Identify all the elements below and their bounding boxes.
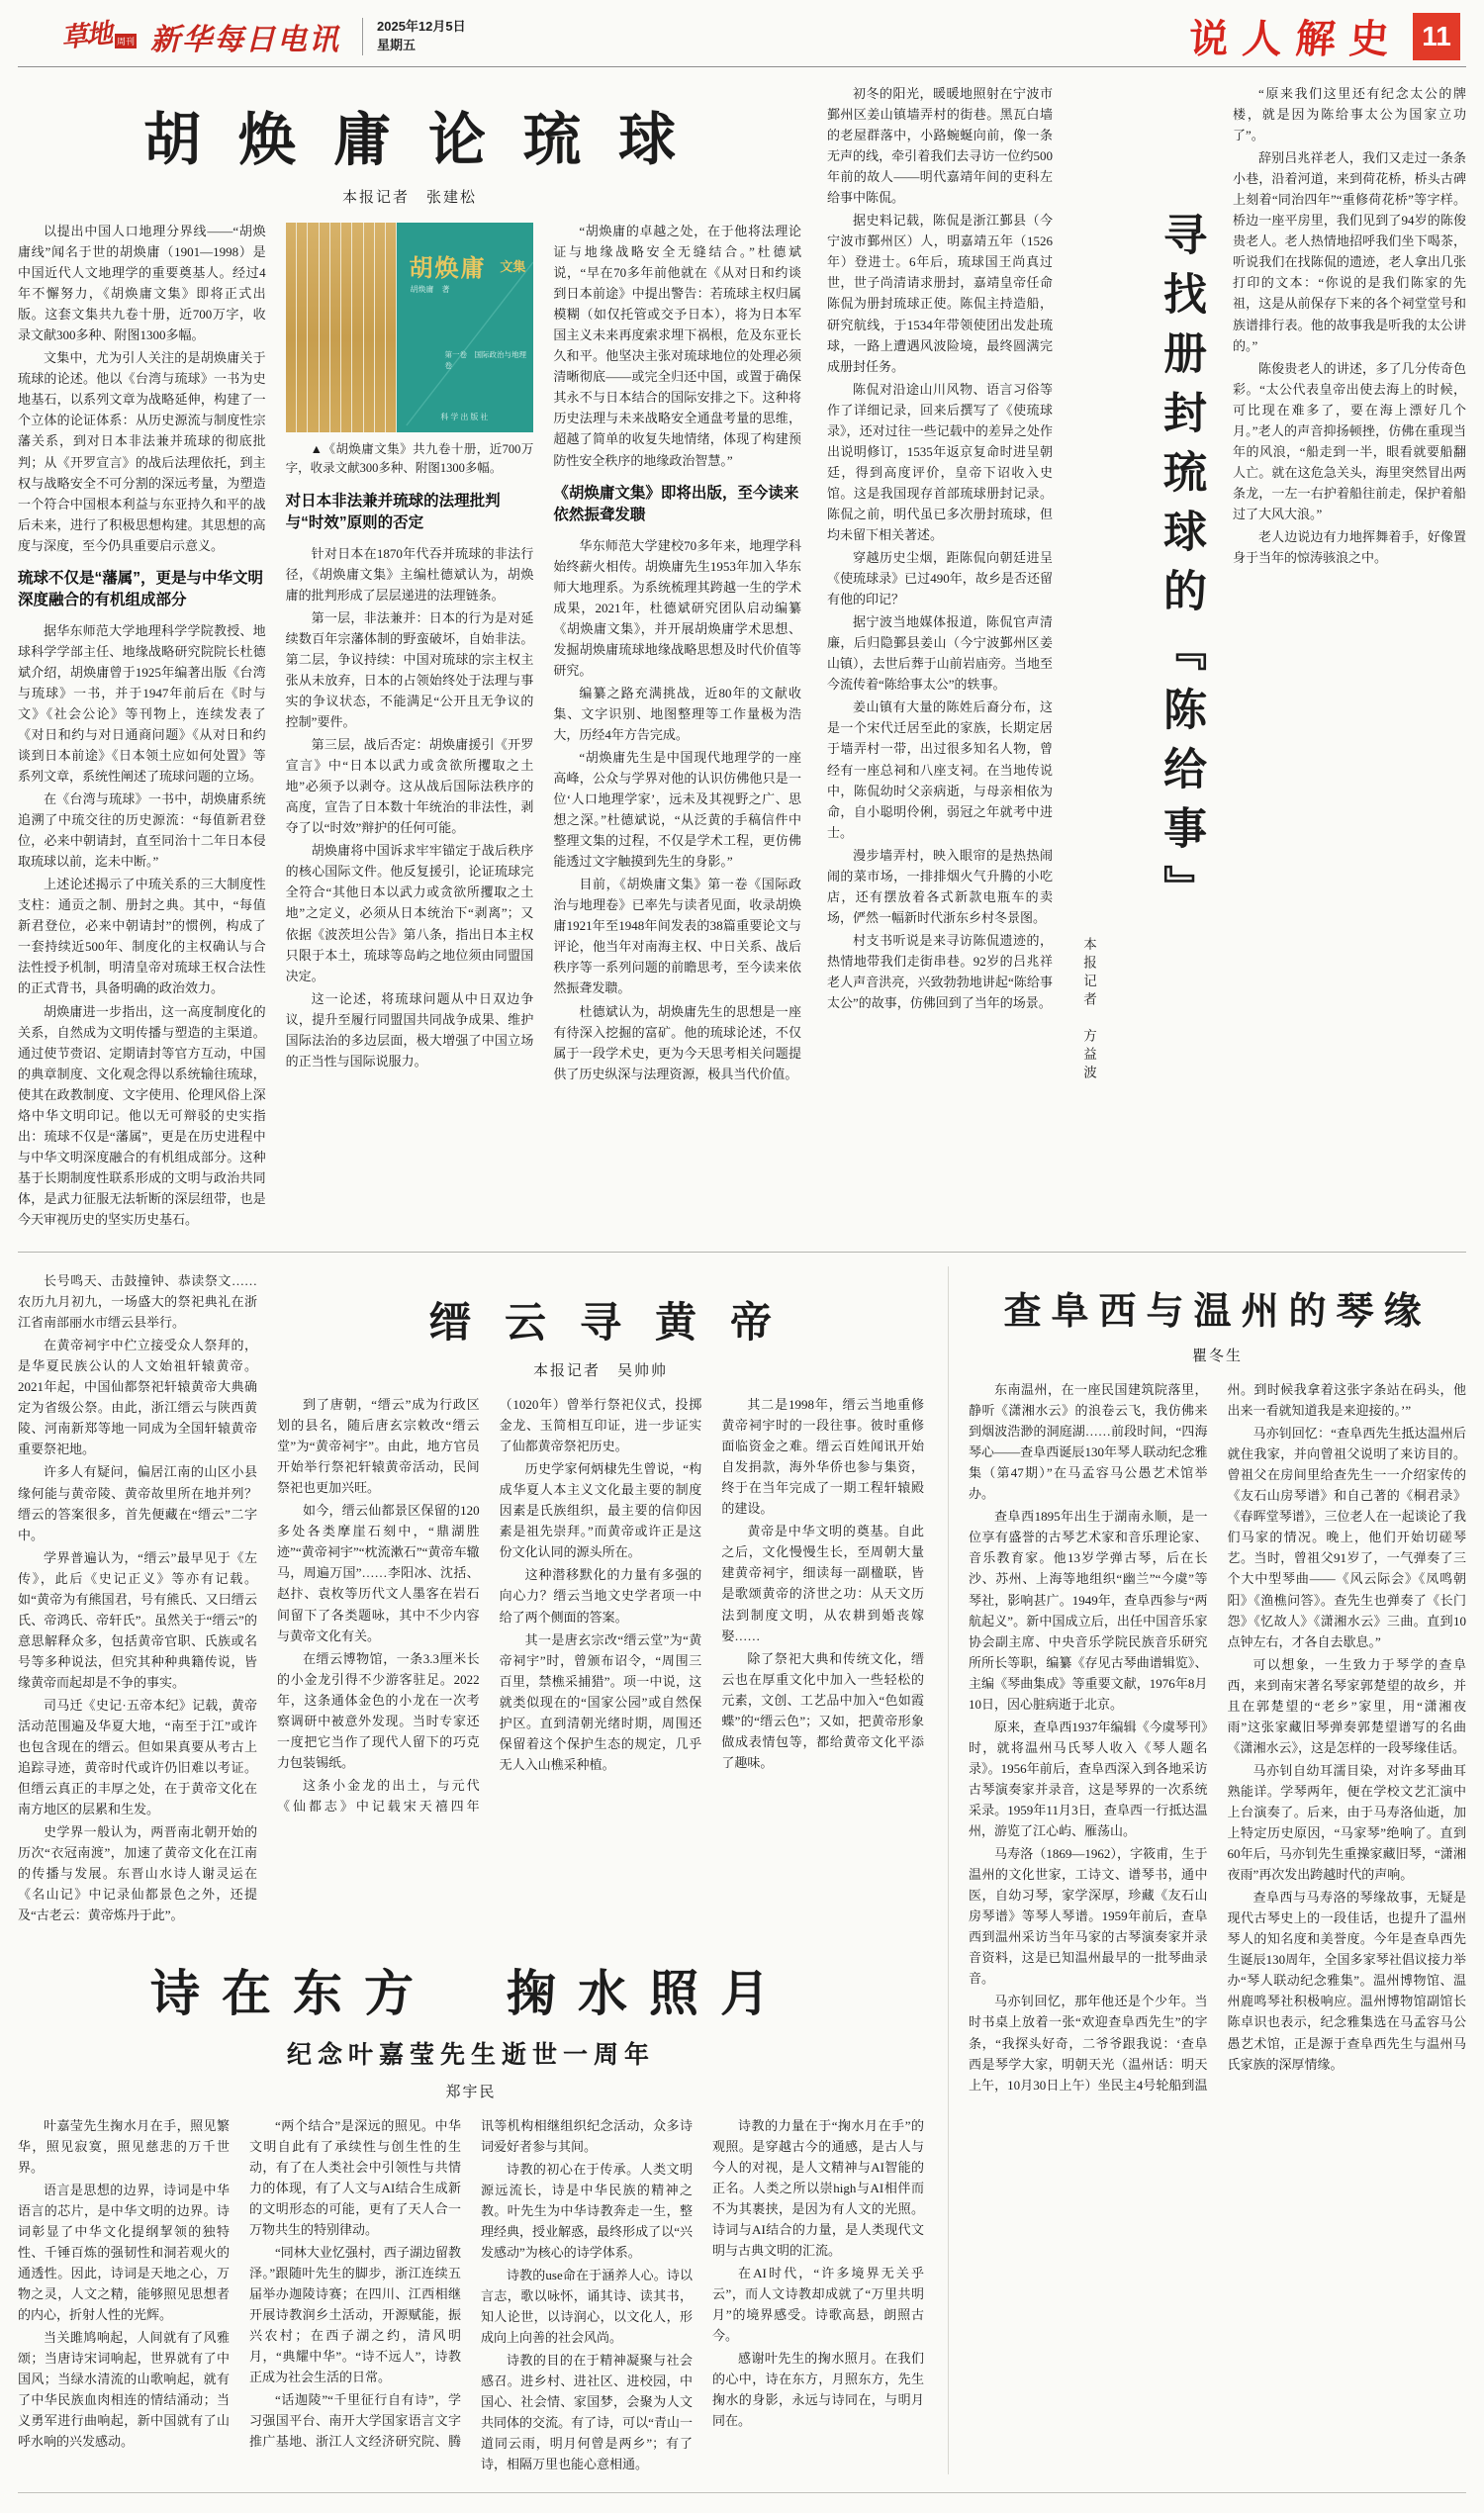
paragraph: 辞别吕兆祥老人，我们又走过一条条小巷，沿着河道，来到荷花桥，桥头古碑上刻着“同治四年”“重修荷花桥”等字样。桥边一座平房里，我们见到了94岁的陈俊贵老人。老人热情地招呼我们坐下喝茶，听说我们在找陈侃的遗迹，老人拿出几张打印的文本：“你说的是我们陈家的先祖，这是从前保存下来的各个祠堂堂号和族谱排行表。他的故事我是听我的太公讲的。” xyxy=(1233,150,1466,353)
paragraph: 长号鸣天、击鼓撞钟、恭读祭文……农历九月初九，一场盛大的祭祀典礼在浙江省南部丽水市缙云县举行。 xyxy=(18,1273,257,1331)
paragraph: 语言是思想的边界，诗词是中华语言的芯片，是中华文明的边界。诗词彰显了中华文化提纲挈领的独特性、千锤百炼的强韧性和洞若观火的通透性。因此，诗词是天地之心，万物之灵，人文之精，能够照见思想者的内心，折射人性的光辉。 xyxy=(18,2182,230,2322)
top-section xyxy=(18,83,1466,1232)
paragraph: 上述论述揭示了中琉关系的三大制度性支柱：通贡之制、册封之典。其中，“每值新君登位，必来中朝请封”的惯例，构成了一套持续近500年、制度化的主权确认与合法性授予机制，明清皇帝对琉球王权合法性的正式背书，具备明确的政治效力。 xyxy=(18,877,266,996)
bottom-section xyxy=(18,1266,1466,2474)
book-cover-image xyxy=(286,223,534,432)
section-title: 说人解史 xyxy=(1187,17,1405,61)
paragraph: 针对日本在1870年代吞并琉球的非法行径，《胡焕庸文集》主编杜德斌认为，胡焕庸的批判形成了层层递进的法理链条。 xyxy=(285,545,534,603)
paragraph: 诗教的目的在于精神凝聚与社会感召。进乡村、进社区、进校园，中国心、社会情、家国梦，会聚为人文共同体的交流。有了诗，可以“青山一道同云雨，明月何曾是两乡”；有了诗，相隔万里也能心意相通。 xyxy=(481,2353,693,2472)
hu-subhead-2: 对日本非法兼并琉球的法理批判与“时效”原则的否定 xyxy=(285,492,501,532)
paper-name: 新华每日电讯 xyxy=(150,23,341,56)
paragraph: 马亦钊回忆，那年他还是个少年。当时书桌上放着一张“欢迎查阜西先生”的字条，“我探头好奇，二爷爷跟我说：‘查阜西是琴学大家，明朝天光（温州话：明天上午，10月30日上午）坐民主4号轮船到温州。到时候我拿着这张字条站在码头，他出来一看就知道我是来迎接的。’” xyxy=(969,1382,1466,2093)
paragraph: “话迦陵”“千里征行自有诗”，学习强国平台、南开大学国家语言文字推广基地、浙江人文经济研究院、腾讯等机构相继组织纪念活动，众多诗词爱好者参与其间。 xyxy=(249,2117,693,2450)
weekly-logo-script: 草地 xyxy=(59,18,113,53)
paragraph: 这条小金龙的出土，与元代《仙都志》中记载宋天禧四年（1020年）曾举行祭祀仪式，投掷金龙、玉简相互印证，进一步证实了仙都黄帝祭祀历史。 xyxy=(277,1397,702,1814)
paragraph: 在缙云博物馆，一条3.3厘米长的小金龙引得不少游客驻足。2022年，这条通体金色的小龙在一次考察调研中被意外发现。当时专家还一度把它当作了现代人留下的巧克力包装锡纸。 xyxy=(277,1650,480,1770)
zha-body xyxy=(969,1379,1466,2095)
paragraph: “原来我们这里还有纪念太公的牌楼，就是因为陈给事太公为国家立功了”。 xyxy=(1233,86,1466,143)
chen-headline-strip xyxy=(1068,83,1217,1232)
hu-col1-body xyxy=(18,620,266,1230)
chen-colA-body xyxy=(827,83,1053,1013)
hu-column-1 xyxy=(18,221,266,1232)
weekday-text: 星期五 xyxy=(377,37,417,52)
book-spines xyxy=(286,223,398,432)
paragraph: “同林大业忆强村，西子湖边留教泽。”跟随叶先生的脚步，浙江连续五届举办迦陵诗赛；在四川、江西相继开展诗教润乡土活动，开源赋能，振兴农村；在西子湖之约，清风明月，“典耀中华”。“诗不远人”，诗教正成为社会生活的日常。 xyxy=(249,2244,461,2385)
paragraph: 原来，查阜西1937年编辑《今虞琴刊》时，就将温州马氏琴人收入《琴人题名录》。1956年前后，查阜西深入到各地采访古琴演奏家并录音，这是琴界的一次系统采录。1959年11月3日，查阜西一行抵达温州，游览了江心屿、雁荡山。 xyxy=(969,1719,1208,1839)
chen-column-left xyxy=(827,83,1053,1232)
hu-article-columns xyxy=(18,221,801,1232)
bottom-left-area xyxy=(18,1266,924,2474)
weekly-label-badge: 周刊 xyxy=(115,34,137,48)
jinyun-column-left xyxy=(18,1266,257,1927)
paragraph: 杜德斌认为，胡焕庸先生的思想是一座有待深入挖掘的富矿。他的琉球论述，不仅属于一段学术史，更为今天思考相关问题提供了历史纵深与法理资源，极具当代价值。 xyxy=(553,1003,802,1081)
shi-article-subtitle: 纪念叶嘉莹先生逝世一周年 xyxy=(286,2040,655,2069)
paragraph: 史学界一般认为，两晋南北朝开始的历次“衣冠南渡”，加速了黄帝文化在江南的传播与发展。东晋山水诗人谢灵运在《名山记》中记录仙都景色之外，还提及“古老云：黄帝炼丹于此”。 xyxy=(18,1824,257,1923)
paragraph: 据史料记载，陈侃是浙江鄞县（今宁波市鄞州区）人，明嘉靖五年（1526年）登进士。6年后，琉球国王尚真过世，世子尚清请求册封，嘉靖皇帝任命陈侃为册封琉球正使。陈侃主持造船，研究航线，于1534年带领使团出发赴琉球，一路上遭遇风波险境，最终圆满完成册封任务。 xyxy=(827,213,1053,374)
paragraph: 学界普遍认为，“缙云”最早见于《左传》，此后《史记正义》等亦有记载。如“黄帝为有熊国君，号有熊氏、又曰缙云氏、帝鸿氏、帝轩氏”。虽然关于“缙云”的意思解释众多，包括黄帝官职、氏族或名号等多种说法，但究其种种典籍传说，皆缘黄帝而起却是不争的事实。 xyxy=(18,1549,257,1690)
paragraph: 这种潜移默化的力量有多强的向心力？缙云当地文史学者项一中给了两个侧面的答案。 xyxy=(499,1567,702,1625)
hu-subhead-3: 《胡焕庸文集》即将出版，至今读来依然振聋发聩 xyxy=(553,484,799,524)
paragraph: 马亦钊回忆：“查阜西先生抵达温州后就住我家，并向曾祖父说明了来访目的。曾祖父在房间里给查先生一一介绍家传的《友石山房琴谱》和自己著的《桐君录》《春晖堂琴谱》，三位老人在一起谈论了我们马家的情况。晚上，他们开始切磋琴艺。当时，曾祖父91岁了，一气弹奏了三个大中型琴曲——《风云际会》《凤鸣朝阳》《渔樵问答》。查先生也弹奏了《长门怨》《忆故人》《潇湘水云》三曲。直到10点钟左右，才各自去歇息。” xyxy=(1227,1426,1466,1649)
paragraph: 叶嘉莹先生掬水月在手，照见繁华，照见寂寞，照见慈悲的万千世界。 xyxy=(18,2117,230,2175)
paragraph: “胡焕庸的卓越之处，在于他将法理论证与地缘战略安全无缝结合。”杜德斌说，“早在70多年前他就在《从对日和约谈到日本前途》中提出警告：若琉球主权归属模糊（如仅托管或交予日本），将为日本军国主义未来再度索求埋下祸根，危及东亚长久和平。他坚决主张对琉球地位的处理必须清晰彻底——或完全归还中国，或置于确保其永不与日本结合的国际安排之下。这种将历史法理与未来战略安全通盘考量的思维，超越了简单的收复失地情绪，体现了构建预防性安全秩序的地缘政治智慧。” xyxy=(553,224,802,468)
article-shi-zai-dongfang xyxy=(18,1954,924,2475)
book-front-cover xyxy=(397,223,533,432)
paragraph: 姜山镇有大量的陈姓后裔分布，这是一个宋代迁居至此的家族，长期定居于墙弄村一带，出过很多知名人物，曾经有一座总祠和八座支祠。在当地传说中，陈侃幼时父亲病逝，与母亲相依为命，自小聪明伶俐，弱冠之年就考中进士。 xyxy=(827,699,1053,840)
hu-column-2 xyxy=(286,221,534,1232)
paragraph: 初冬的阳光，暖暖地照射在宁波市鄞州区姜山镇墙弄村的街巷。黑瓦白墙的老屋群落中，小路蜿蜒向前，像一条无声的线，牵引着我们去寻访一位约500年前的故人——明代嘉靖年间的吏科左给事中陈侃。 xyxy=(827,86,1053,206)
paragraph: 文集中，尤为引人关注的是胡焕庸关于琉球的论述。他以《台湾与琉球》一书为史地基石，以系列文章为战略延伸，构建了一个立体的论证体系：从历史源流与制度性宗藩关系，到对日本非法兼并琉球的彻底批判；从《开罗宣言》的战后法理依托，到主权与战略安全不可分割的深远考量，为塑造一个符合中国根本利益与东亚持久和平的战后未来，进行了积极思想构建。其思想的高度与深度，至今仍具重要启示意义。 xyxy=(18,350,266,553)
book-cover-title: 胡焕庸 xyxy=(409,256,487,282)
chen-article-title: 寻找册封琉球的『陈给事』 xyxy=(1157,212,1205,924)
jinyun-columns xyxy=(277,1394,924,1816)
paragraph: “两个结合”是深远的照见。中华文明自此有了承续性与创生性的生动，有了在人类社会中引领性与共情力的体现，有了人文与AI结合生成新的文明形态的可能，更有了天人合一万物共生的特别律动。 xyxy=(249,2117,461,2237)
paragraph: 以提出中国人口地理分界线——“胡焕庸线”闻名于世的胡焕庸（1901—1998）是中国近代人文地理学的重要奠基人。经过4年不懈努力，《胡焕庸文集》即将正式出版。这套文集共九卷十册，近700万字，收录文献300多种、附图1300多幅。 xyxy=(18,224,266,343)
paragraph: 第一层，非法兼并：日本的行为是对延续数百年宗藩体制的野蛮破坏，自始非法。第二层，争议持续：中国对琉球的宗主权主张从未放弃，日本的占领始终处于法理与事实的争议状态，不能满足“公开且无争议的控制”要件。 xyxy=(285,609,534,730)
hu-col3-intro xyxy=(553,221,801,471)
zha-article-byline: 瞿冬生 xyxy=(1191,1349,1243,1365)
paragraph: 到了唐朝，“缙云”成为行政区划的县名，随后唐玄宗敕改“缙云堂”为“黄帝祠宇”。由此，地方官员开始举行祭祀轩辕黄帝活动，民间祭祀也更加兴旺。 xyxy=(277,1397,480,1496)
paragraph: 陈俊贵老人的讲述，多了几分传奇色彩。“太公代表皇帝出使去海上的时候，可比现在难多了，要在海上漂好几个月。”老人的声音抑扬顿挫，仿佛在重现当年的风浪，“船走到一半，眼看就要船翻人亡。就在这危急关头，海里突然冒出两条龙，一左一右护着船往前走，保护着船过了大风大浪。” xyxy=(1233,360,1466,521)
hu-col1-intro xyxy=(18,221,266,556)
paragraph: 在黄帝祠宇中伫立接受众人祭拜的，是华夏民族公认的人文始祖轩辕黄帝。2021年起，中国仙都祭祀轩辕黄帝大典确定为省级公祭。由此，浙江缙云与陕西黄陵、河南新郑等地一同成为全国轩辕黄帝重要祭祀地。 xyxy=(18,1338,257,1457)
paragraph: 目前，《胡焕庸文集》第一卷《国际政治与地理卷》已率先与读者见面，收录胡焕庸1921年至1948年间发表的38篇重要论文与评论，他当年对南海主权、中日关系、战后秩序等一系列问题的前瞻思考，至今读来依然振聋发聩。 xyxy=(553,877,802,996)
paragraph: 其二是1998年，缙云当地重修黄帝祠宇时的一段往事。彼时重修面临资金之难。缙云百姓闻讯开始自发捐款，海外华侨也参与集资，终于在当年完成了一期工程轩辕殿的建设。 xyxy=(721,1397,924,1517)
paragraph: 诗教的use命在于涵养人心。诗以言志，歌以咏怀，诵其诗、读其书，知人论世，以诗润心，以文化人，形成向上向善的社会风尚。 xyxy=(481,2267,693,2345)
hu-article-title: 胡焕庸论琉球 xyxy=(142,108,713,172)
paragraph: 当关雎鸠响起，人间就有了风雅颂；当唐诗宋词响起，世界就有了中国风；当绿水清流的山歌响起，就有了中华民族血肉相连的情结涌动；当义勇军进行曲响起，新中国就有了山呼水响的兴发感动。 xyxy=(18,2329,230,2450)
paragraph: 马寿洛（1869—1962），字筱甫，生于温州的文化世家，工诗文、谱琴书，通中医，自幼习琴，家学深厚，珍藏《友石山房琴谱》等琴人琴谱。1959年前后，查阜西到温州采访当年马家的古琴演奏家并录音资料，这是已知温州最早的一批琴曲录音。 xyxy=(969,1846,1208,1987)
paragraph: 司马迁《史记·五帝本纪》记载，黄帝活动范围遍及华夏大地，“南至于江”或许也包含现在的缙云。但如果真要从考古上追踪寻迹，黄帝时代或许仍旧难以考证。但缙云真正的丰厚之处，在于黄帝文化在南方地区的层累和生发。 xyxy=(18,1697,257,1817)
masthead-divider xyxy=(362,18,363,55)
chen-colB-body xyxy=(1233,83,1466,568)
shi-columns xyxy=(18,2115,924,2475)
article-zha-fuxi-qin xyxy=(948,1266,1466,2474)
book-cover-author: 胡焕庸 著 xyxy=(410,285,450,294)
book-cover-subtitle: 文集 xyxy=(500,259,526,274)
weekly-logo xyxy=(59,18,137,53)
paragraph: 第三层，战后否定：胡焕庸援引《开罗宣言》中“日本以武力或贪欲所攫取之土地”必须予以剥夺。这从战后国际法秩序的高度，宣告了日本数十年统治的非法性，剥夺了以“时效”辩护的任何可能。 xyxy=(285,737,534,836)
date-block xyxy=(377,18,466,55)
hu-col2-body xyxy=(286,543,534,1071)
paragraph: 陈侃对沿途山川风物、语言习俗等作了详细记录，回来后撰写了《使琉球录》，还对过往一些记载中的差异之处作出说明修订，1535年返京复命时进呈朝廷，得到高度评价，皇帝下诏收入史馆。这是我国现存首部琉球册封记录。陈侃之前，明代虽已多次册封琉球，但均未留下相关著述。 xyxy=(827,381,1053,542)
jinyun-article-byline: 本报记者 吴帅帅 xyxy=(532,1363,668,1380)
section-divider xyxy=(18,1252,1466,1253)
paragraph: 感谢叶先生的掬水照月。在我们的心中，诗在东方，月照东方，先生掬水的身影，永远与诗同在，与明月同在。 xyxy=(712,2351,924,2429)
paragraph: 查阜西与马寿洛的琴缘故事，无疑是现代古琴史上的一段佳话，也提升了温州琴人的知名度和美誉度。今年是查阜西先生诞辰130周年，全国多家琴社倡议接力举办“琴人联动纪念雅集”。温州博物馆、温州鹿鸣琴社积极响应。温州博物馆副馆长陈卓识也表示，纪念雅集选在马孟容马公愚艺术馆，正是源于查阜西先生与温州马氏家族的深厚情缘。 xyxy=(1227,1890,1466,2072)
paragraph: 马亦钊自幼耳濡目染，对许多琴曲耳熟能详。学琴两年，便在学校文艺汇演中上台演奏了。后来，由于马寿洛仙逝，加上特定历史原因，“马家琴”绝响了。直到60年后，马亦钊先生重操家藏旧琴，“潇湘夜雨”再次发出跨越时代的声响。 xyxy=(1227,1762,1466,1883)
paragraph: 诗教的初心在于传承。人类文明源远流长，诗是中华民族的精神之教。叶先生为中华诗教奔走一生，整理经典，授业解惑，最终形成了以“兴发感动”为核心的诗学体系。 xyxy=(481,2161,693,2260)
paragraph: “胡焕庸先生是中国现代地理学的一座高峰，公众与学界对他的认识仿佛他只是一位‘人口地理学家’，远未及其视野之广、思想之深。”杜德斌说，“从泛黄的手稿信件中整理文集的过程，不仅是学术工程，更仿佛能透过文字触摸到先生的身影。” xyxy=(553,749,802,870)
book-cover-volume: 第一卷 国际政治与地理卷 xyxy=(444,350,526,370)
jinyun-body xyxy=(277,1394,924,1816)
paragraph: 华东师范大学建校70多年来，地理学科始终薪火相传。胡焕庸先生1953年加入华东师大地理系。为系统梳理其跨越一生的学术成果，2021年，杜德斌研究团队启动编纂《胡焕庸文集》，并开展胡焕庸学术思想、发掘胡焕庸琉球地缘战略思想及时代价值等研究。 xyxy=(553,537,802,678)
paragraph: 编纂之路充满挑战，近80年的文献收集、文字识别、地图整理等工作量极为浩大，历经4年方告完成。 xyxy=(553,685,802,742)
shi-article-title: 诗在东方 掬水照月 xyxy=(150,1965,791,2021)
paragraph: 村支书听说是来寻访陈侃遗迹的，热情地带我们走街串巷。92岁的吕兆祥老人声音洪亮，兴致勃勃地讲起“陈给事太公”的故事，仿佛回到了当年的场景。 xyxy=(827,932,1053,1011)
paragraph: 诗教的力量在于“掬水月在手”的观照。是穿越古今的通感，是古人与今人的对视，是人文精神与AI智能的正名。人类之所以崇high与AI相伴而不为其裹挟，是因为有人文的光照。诗词与AI结合的力量，是人类现代文明与古典文明的汇流。 xyxy=(712,2117,924,2258)
page-number-badge: 11 xyxy=(1413,13,1460,60)
hu-subhead-1: 琉球不仅是“藩属”，更是与中华文明深度融合的有机组成部分 xyxy=(18,569,264,609)
paragraph: 这一论述，将琉球问题从中日双边争议，提升至履行同盟国共同战争成果、维护国际法治的多边层面，极大增强了中国立场的正当性与国际说服力。 xyxy=(285,990,534,1069)
paragraph: 在AI时代，“许多境界无关乎云”，而人文诗教却成就了“万里共明月”的境界感受。诗歌高悬，朗照古今。 xyxy=(712,2265,924,2343)
paragraph: 其一是唐玄宗改“缙云堂”为“黄帝祠宇”时，曾颁布诏令，“周围三百里，禁樵采捕猎”。项一中说，这就类似现在的“国家公园”或自然保护区。直到清朝光绪时期，周围还保留着这个保护生态的规定，几乎无人入山樵采种植。 xyxy=(499,1631,702,1772)
shi-body xyxy=(18,2115,924,2475)
jinyun-article-title: 缙云寻黄帝 xyxy=(428,1301,805,1348)
book-caption: ▲《胡焕庸文集》共九卷十册，近700万字，收录文献300多种、附图1300多幅。 xyxy=(285,442,534,476)
paragraph: 历史学家何炳棣先生曾说，“构成华夏人本主义文化最主要的制度因素是氏族组织，最主要的信仰因素是祖先崇拜。”而黄帝或许正是这份文化认同的源头所在。 xyxy=(499,1461,702,1560)
zha-columns xyxy=(969,1379,1466,2095)
page-bottom-rule xyxy=(18,2492,1466,2493)
article-hu-huanyong-ryukyu xyxy=(18,83,801,1232)
paragraph: 在《台湾与琉球》一书中，胡焕庸系统追溯了中琉交往的历史源流：“每值新君登位，必来中朝请封，直至同治十二年日本侵取琉球以前，迄未中断。” xyxy=(18,791,266,870)
chen-column-right xyxy=(1233,83,1466,1232)
paragraph: 胡焕庸将中国诉求牢牢锚定于战后秩序的核心国际文件。他反复援引，论证琉球完全符合“其他日本以武力或贪欲所攫取之土地”之定义，必须从日本统治下“剥离”；又依据《波茨坦公告》第八条，指出日本主权只限于本土，琉球等岛屿之地位须由同盟国决定。 xyxy=(285,843,534,983)
paragraph: 黄帝是中华文明的奠基。自此之后，文化慢慢生长，至周朝大量建黄帝祠宇，细读每一副楹联，皆是歌颂黄帝的济世之功：从天文历法到制度文明，从农耕到婚丧嫁娶…… xyxy=(721,1524,924,1643)
paragraph: 据宁波当地媒体报道，陈侃官声清廉，后归隐鄞县姜山（今宁波鄞州区姜山镇），去世后葬于山前岩庙旁。当地至今流传着“陈给事太公”的轶事。 xyxy=(827,614,1053,693)
paragraph: 除了祭祀大典和传统文化，缙云也在厚重文化中加入一些轻松的元素，文创、工艺品中加入“色如霞蝶”的“缙云色”；又如，把黄帝形象做成表情包等，都给黄帝文化平添了趣味。 xyxy=(721,1650,924,1770)
paragraph: 漫步墙弄村，映入眼帘的是热热闹闹的菜市场，一排排烟火气升腾的小吃店，还有摆放着各式新款电瓶车的卖场，俨然一幅新时代浙东乡村冬景图。 xyxy=(827,847,1053,925)
zha-article-title: 查阜西与温州的琴缘 xyxy=(1003,1291,1432,1334)
masthead xyxy=(18,10,1466,67)
paragraph: 许多人有疑问，偏居江南的山区小县缘何能与黄帝陵、黄帝故里所在地并列？缙云的答案很多，首先便藏在“缙云”二字中。 xyxy=(18,1464,257,1542)
article-chen-jishi xyxy=(827,83,1466,1232)
paragraph: 据华东师范大学地理科学学院教授、地球科学学部主任、地缘战略研究院院长杜德斌介绍，胡焕庸曾于1925年编著出版《台湾与琉球》一书，并于1947年前后在《时与文》《社会公论》等刊物上，连续发表了《对日和约与对日通商问题》《从对日和约谈到日本前途》《日本领土应如何处置》等系列文章，系统性阐述了琉球问题的立场。 xyxy=(18,622,266,785)
jinyun-main-block xyxy=(277,1266,924,1927)
paragraph: 东南温州，在一座民国建筑院落里，静听《潇湘水云》的浪卷云飞，我仿佛来到烟波浩渺的洞庭湖……前段时间，“四海琴心——查阜西诞辰130年琴人联动纪念雅集（第47期）”在马孟容马公愚艺术馆举办。 xyxy=(969,1382,1208,1502)
paragraph: 可以想象，一生致力于琴学的查阜西，来到南宋著名琴家郭楚望的故乡，并且在郭楚望的“老乡”家里，用“潇湘夜雨”这张家藏旧琴弹奏郭楚望谱写的名曲《潇湘水云》，这是怎样的一段琴缘佳话。 xyxy=(1227,1656,1466,1755)
chen-article-byline: 本报记者 方益波 xyxy=(1081,937,1096,1084)
paragraph: 查阜西1895年出生于湖南永顺，是一位享有盛誉的古琴艺术家和音乐理论家、音乐教育家。他13岁学弹古琴，后在长沙、苏州、上海等地组织“幽兰”“今虞”等琴社，影响甚广。1949年，查阜西参与“两航起义”。新中国成立后，出任中国音乐家协会副主席、中央音乐学院民族音乐研究所所长等职，编纂《存见古琴曲谱辑览》、主编《琴曲集成》等重要文献，1976年8月10日，因心脏病逝于北京。 xyxy=(969,1509,1208,1712)
paragraph: 老人边说边有力地挥舞着手，好像置身于当年的惊涛骇浪之中。 xyxy=(1233,528,1466,566)
date-text: 2025年12月5日 xyxy=(377,18,466,34)
paragraph: 穿越历史尘烟，距陈侃向朝廷进呈《使琉球录》已过490年，故乡是否还留有他的印记？ xyxy=(827,550,1053,607)
paragraph: 胡焕庸进一步指出，这一高度制度化的关系，自然成为文明传播与塑造的主渠道。通过使节赍诏、定期请封等官方互动，中国的典章制度、文化观念得以系统输往琉球，使其在政教制度、文字使用、伦理风俗上深烙中华文明印记。他以无可辩驳的史实指出：琉球不仅是“藩属”，更是在历史进程中与中华文明深度融合的有机组成部分。这种基于长期制度性联系形成的文明与政治共同体，是武力征服无法斩断的深层纽带，也是今天审视历史的坚实历史基石。 xyxy=(18,1003,266,1227)
hu-column-3 xyxy=(553,221,801,1232)
shi-article-byline: 郑宇民 xyxy=(445,2084,497,2100)
book-cover-press: 科学出版社 xyxy=(440,413,491,421)
hu-col3-body xyxy=(553,535,801,1084)
article-jinyun-huangdi xyxy=(18,1266,924,1927)
jinyun-colA-body xyxy=(18,1270,257,1925)
hu-article-byline: 本报记者 张建松 xyxy=(341,190,477,206)
paragraph: 如今，缙云仙都景区保留的120多处各类摩崖石刻中，“鼎湖胜迹”“黄帝祠宇”“枕流漱石”“黄帝车辙马，周遍万国”……李阳冰、沈括、赵抃、袁枚等历代文人墨客在岩石间留下了各类题咏，其中不少内容与黄帝文化有关。 xyxy=(277,1503,480,1643)
